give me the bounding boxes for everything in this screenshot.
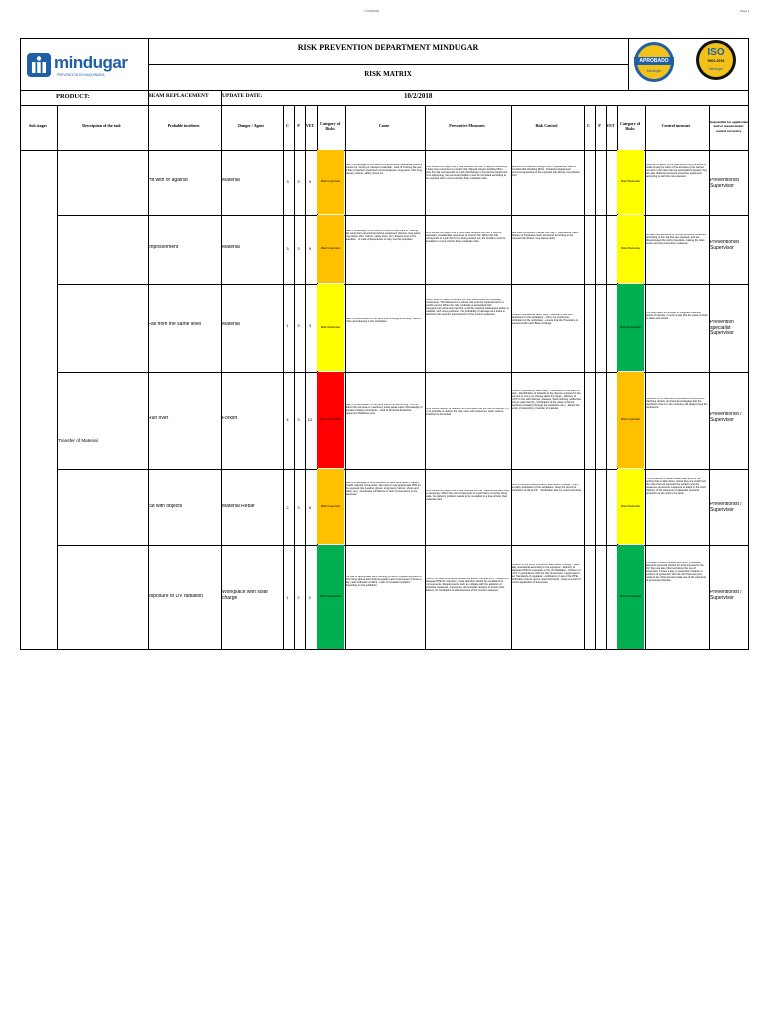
- incident-cell: Hit with or against: [148, 178, 188, 183]
- iso-seal-text: ISO: [707, 47, 725, 58]
- agent-cell: Workplace with solar charge: [222, 590, 269, 601]
- risk-category-badge: Risk Acceptable: [317, 545, 344, 649]
- incident-cell: Run over: [148, 416, 169, 421]
- responsible-cell: Preventionist / Supervisor: [710, 412, 742, 423]
- col-sub-stages: Sub stages: [29, 123, 47, 129]
- c-value: 4: [286, 417, 289, 422]
- mindugar-logo: [27, 50, 127, 80]
- col-c2: C: [587, 123, 590, 129]
- task-description: Transfer of Material: [58, 438, 98, 443]
- update-date-label: UPDATE DATE:: [222, 93, 263, 99]
- agent-cell: Forklift: [222, 416, 237, 421]
- cause-cell: Lack of concentration to the work that is being performing - Lack of Order and cleaning in the workplace: [345, 318, 422, 323]
- col-preventive: Preventive Measures: [449, 123, 485, 129]
- vet-value: 6: [308, 505, 312, 510]
- col-risk-control: Risk Control: [535, 123, 558, 129]
- col-vet: VET: [305, 123, 315, 129]
- page-header-date: 17/08/2018: [364, 9, 380, 13]
- preventive-cell: Work should neither be started nor continued until the risk is reduced. If it is not possible to reduce the risk, even with resources, work must be prohibited to be limited.: [425, 408, 509, 416]
- vet-value: 3: [308, 323, 312, 328]
- c-value: 3: [286, 246, 289, 251]
- preventive-cell: Work should not begin until it may have reduced the risk. It may be necessary considerable resources to control risk. When the risk corresponds to a job that If it is being carried out, the problem must be remedied in a time shorter than moderate risks.: [425, 232, 506, 243]
- vet-value: 2: [308, 595, 312, 600]
- c-value: 3: [286, 179, 289, 184]
- control-measure-cell: Diffusion of the safe work procedures at personnel, clarifying doubts, and having knowledge that the machinery that is in the company will always have the preference.: [646, 398, 708, 409]
- risk-category-badge: Risk Important: [317, 469, 344, 544]
- iso-seal-sub: 9001:2015: [707, 59, 725, 63]
- residual-risk-badge: Risk Moderate: [617, 469, 644, 544]
- product-label: PRODUCT:: [56, 93, 90, 100]
- update-date-value: 10/2/2018: [404, 92, 433, 100]
- risk-category-badge: Risk Important: [317, 215, 344, 283]
- matrix-title: RISK MATRIX: [364, 70, 412, 78]
- control-measure-cell: Induction is given to the staff where the procedure is made known for each of the activities to be carried out and in the risks that are associated exposed, they are also delivered personal protective equipment according to with the risk exposure.: [646, 164, 708, 178]
- risk-control-cell: Work Procedure Dissemination Safe Beam Change - Carry out daily verification of the workplace. Keep the record of verification of the E.P.P. - Verification that not used incorrectly.: [511, 484, 582, 492]
- responsible-cell: Preventionist Supervisor: [710, 240, 739, 251]
- col-vet2: VET: [606, 123, 615, 129]
- col-responsible: Responsible for application and/or measurement control corrective: [708, 120, 749, 133]
- responsible-cell: Preventionist / Supervisor: [710, 590, 742, 601]
- risk-control-cell: Diffusion of the Work Procedure Safe Beam Change - Talks daily operational according to the exposure - Delivery of adequate PPE for exposure to the UV Radiation - Delivery of E.P.P. in accordance with the risk (Sunscreen, Legionnaire's hat, Standards of regulation, verification of use of the PPE - Verification that do not be used incorrectly - Keep a record of control application of Sunscreen: [511, 564, 581, 584]
- residual-risk-badge: Risk Acceptable: [617, 545, 644, 649]
- cause-cell: Lack of knowledge of the tools to be performed inadequate working posture for moving or transport materials . Lack of Training Re-use of their protective equipment personal gloves, long pants, shirt long sleeves, helmet, safety shoes etc.: [345, 164, 423, 175]
- c-value: 2: [286, 505, 289, 510]
- preventive-cell: Work should not begin until it has reduced the risk. Operational talks may be necessary. When the risk corresponds to a job that is currently being made, the delivery problem needs to be remedied in a time shorter than moderate risks.: [425, 490, 509, 501]
- col-danger: Danger / Agent: [238, 123, 264, 129]
- agent-cell: Material: [222, 322, 240, 327]
- control-measure-cell: The procedure is disseminated safe work of the activity that is daily doing, where they are confirmed the risks that are exposed the workers and the measures preventive measures to adopt in the work. Delivery of the elements of adequate personal protection to the work to be done.: [646, 478, 707, 495]
- brand-name: mindugar: [54, 53, 128, 72]
- col-incidents: Probable incidents: [167, 123, 200, 129]
- vet-value: 9: [308, 179, 312, 184]
- residual-risk-badge: Risk Moderate: [617, 150, 644, 214]
- preventive-cell: There is no need to propose preventive action. Without RUV - Delivery of adequate PPE for exposure, more attention should be considered to improvements. Requirements such as mitigate with the adoption of protective measures, sunscreen, and periodic receipts to ensure their delivery, for verification of effectiveness of the control measures.: [425, 578, 509, 592]
- cause-cell: The use of appropriate work clothing for work in places exposed to RUV (long sleeve shirt and long pants Lack of sunscreen 3 times a day, Lack of Breaks at Work - Lack of Constant hydration depending on the exhibition.: [345, 576, 422, 587]
- residual-risk-badge: Risk Important: [617, 372, 644, 468]
- agent-cell: Material Rebar: [222, 504, 255, 509]
- residual-risk-badge: Risk Moderate: [617, 215, 644, 283]
- c-value: 1: [286, 323, 289, 328]
- incident-cell: Imprisonment: [148, 245, 179, 250]
- control-measure-cell: The work team is included to integrate reflection points of interest, in such a way that the place of work is clean and sorted.: [646, 312, 708, 320]
- mindugar-logo-icon: [27, 53, 51, 77]
- risk-category-badge: Risk Important: [317, 150, 344, 214]
- incident-cell: Fall from the same level: [148, 322, 202, 327]
- p-value: 3: [297, 505, 300, 510]
- brand-tagline: PREVENCIÓN EN MAQUINARIA: [57, 73, 105, 77]
- cause-cell: Lack of knowledge of the tools to be performed Lack of Training. Not using their personal protective equipment (Gloves, long pants, long sleeve shirt, helmet, safety shoe, etc.) Excess trust in the operation . or Lack of Experience to carry out the operation.: [345, 230, 421, 241]
- col-p2: P: [598, 123, 601, 129]
- product-name: BEAM REPLACEMENT: [148, 93, 209, 99]
- p-value: 3: [297, 179, 300, 184]
- p-value: 3: [297, 323, 300, 328]
- control-measure-cell: The team is being handed over work, protective elements personal clothes for work exposed to the UV, they are also informed about the use of sunscreen 3 times a day, to avoid skin irritation or sunburn of personnel, with the aim that everyone workers are informed and make use of the elements of personal protection.: [646, 562, 706, 582]
- col-control: Control measure: [661, 123, 691, 129]
- agent-cell: Material: [222, 245, 240, 250]
- iso-seal-foot: Mindugar: [708, 67, 724, 71]
- col-category2: Category of Risks: [619, 120, 641, 131]
- cause-cell: Lack of concentration to the work that is not performing - Do not delimit the risk area or machinery travel areas Lack of knowledge of operative Safety procedures - Lack of Personal Protective Equipment Reflective vest: [345, 404, 423, 415]
- control-measure-cell: Workers are delivered to him/her personal protection according to the risk that are exposed, and are disseminated the work procedure, making the risks known and the preventive measures.: [646, 234, 707, 245]
- vet-value: 9: [308, 246, 312, 251]
- p-value: 3: [297, 417, 300, 422]
- department-title: RISK PREVENTION DEPARTMENT MINDUGAR: [297, 43, 479, 52]
- col-c: C: [286, 123, 289, 129]
- preventive-cell: Efforts must be made to reduce the risk, determined the necessary investments. The Measures to reduce risk must be implemented in a specific period. When the risk moderate is associated with consequences extremely harmful, a will be required subsequent action to establish, with more precision, the probability of damage as a basis to determine the need for improvement of the control measures.: [425, 299, 509, 316]
- incident-cell: exposure to UV radiation: [148, 594, 204, 599]
- c-value: 1: [286, 595, 289, 600]
- agent-cell: Material: [222, 178, 240, 183]
- preventive-cell: Work should not begin until it has reduced the risk. It may be necessary to have Use resources to control risk. Manual Cargo Handling MCH when the risk corresponds to a job that Delivery of protective equipment. If it is happening, the personal problem must be remedied according to the exposed risk in a time shorter than moderate risks.: [425, 166, 509, 180]
- approved-seal: [634, 42, 674, 82]
- responsible-cell: Preventionist / Supervisor: [710, 502, 742, 513]
- col-description: Description of the task: [82, 123, 121, 129]
- incident-cell: cut with objects: [148, 504, 183, 509]
- cause-cell: Lack of knowledge of the procedure of Safe work Beam Change - Unsafe material movements. Not using it may appropriate PPE for the exposed risk (Leather gloves, long pants, helmet, shoes and safety, etc.) - Excessive confidence or lack of experience in the maneuver.: [345, 482, 421, 496]
- risk-category-badge: Risk Moderate: [317, 284, 344, 371]
- approved-seal-sub: Mindugar: [646, 69, 662, 73]
- risk-control-cell: Safe work procedure change Use Sign - Operational Talks - Delivery of Protective Gear personnel according to the exposed risk (Dress, long sleeve shirt): [511, 232, 580, 240]
- iso-seal: [696, 40, 736, 80]
- col-p: P: [297, 123, 300, 129]
- vet-value: 12: [307, 417, 313, 422]
- col-category: Category of Risks: [319, 120, 341, 131]
- residual-risk-badge: Risk Acceptable: [617, 284, 644, 371]
- page-number: Page 1: [740, 9, 750, 13]
- responsible-cell: Preventionist Supervisor: [710, 178, 739, 189]
- responsible-cell: Prevention specialist Supervisor: [710, 320, 734, 336]
- risk-control-cell: Safe Work Procedure Change Use - Operational Talks of Considerable Handling MCH - Protective Equipment personnel according to the exposed risk (Dress, long sleeve shirt): [511, 166, 580, 177]
- col-cause: Cause: [378, 123, 390, 129]
- risk-control-cell: Conduct Operational Talks Daily - Verification of the place of work - Identification of hazards to the that are exposed to the moment to carry out change tasks the Vigas - Delivery of E.P.P. to the staff (Helmet, Glasses, Work clothing, Reflective vest (in case that it)) - Verification of the place of transit machinery traveling through the workplace etc.) - delimit the sector of assembly or transfer of material: [511, 390, 582, 410]
- approved-seal-text: APROBADO: [639, 58, 669, 64]
- p-value: 2: [297, 595, 300, 600]
- p-value: 3: [297, 246, 300, 251]
- risk-control-cell: Conduct Operational Talks. Daily - Maintain order and cleanliness in the workplace - Carry out continuous verification of the workplace - ensure that the Procedure is respected with each Beam Change: [511, 314, 578, 325]
- risk-category-badge: Risk Intolerable: [317, 372, 344, 468]
